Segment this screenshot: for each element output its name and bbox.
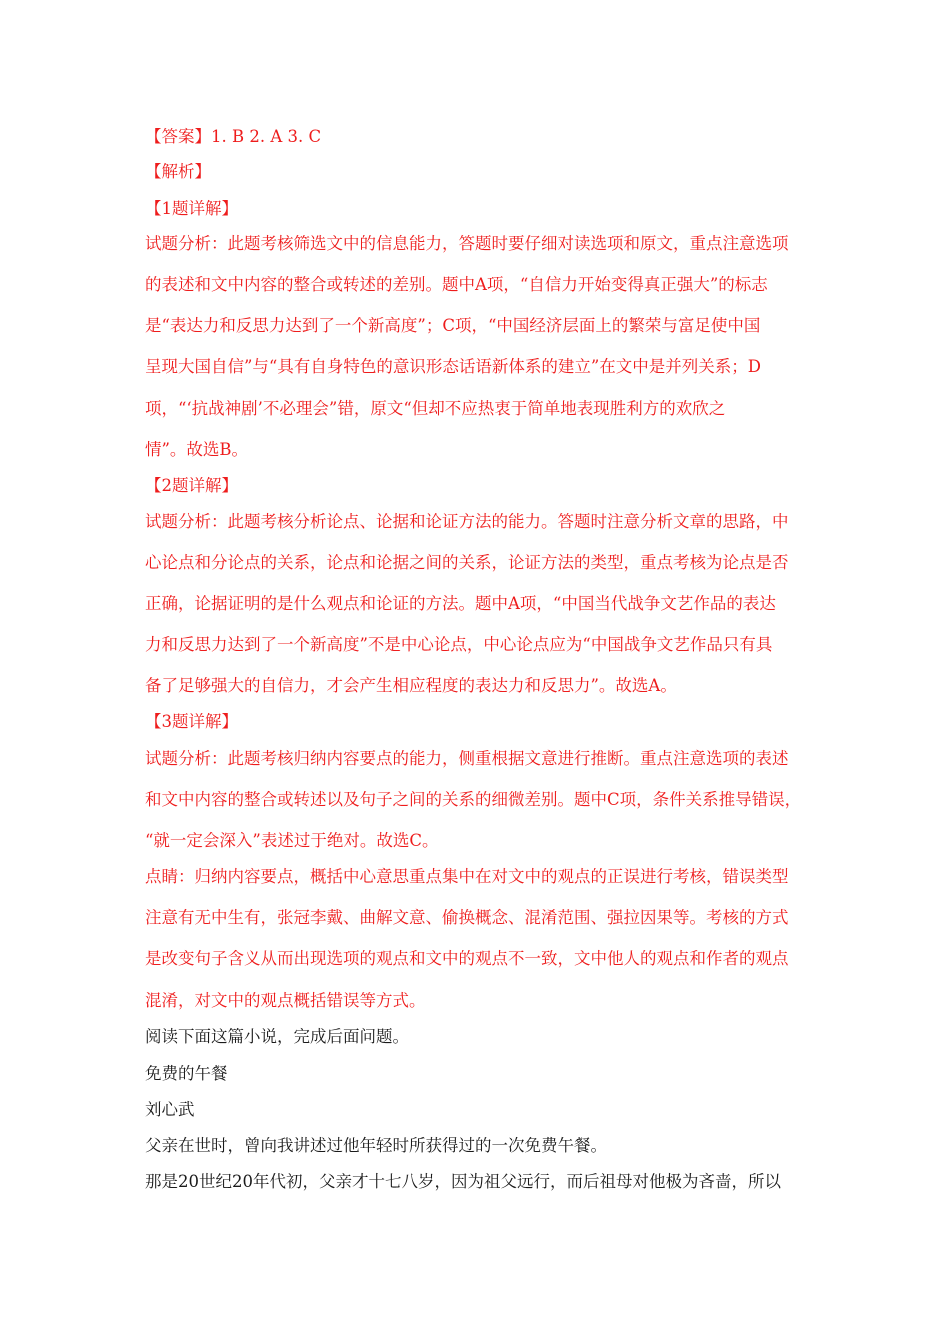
q2-line: 心论点和分论点的关系，论点和论据之间的关系，论证方法的类型，重点考核为论点是否 — [145, 553, 789, 572]
story-paragraph: 父亲在世时，曾向我讲述过他年轻时所获得过的一次免费午餐。 — [145, 1136, 607, 1155]
q1-line: 呈现大国自信”与“具有自身特色的意识形态话语新体系的建立”在文中是并列关系；D — [145, 357, 762, 376]
q2-line: 力和反思力达到了一个新高度”不是中心论点，中心论点应为“中国战争文艺作品只有具 — [145, 635, 773, 654]
q2-line: 试题分析：此题考核分析论点、论据和论证方法的能力。答题时注意分析文章的思路，中 — [145, 512, 789, 531]
answer-header: 【答案】1. B 2. A 3. C — [145, 127, 322, 146]
q1-line: 情”。故选B。 — [145, 440, 249, 459]
q2-line: 正确，论据证明的是什么观点和论证的方法。题中A项，“中国当代战争文艺作品的表达 — [145, 594, 776, 613]
story-paragraph: 那是20世纪20年代初，父亲才十七八岁，因为祖父远行，而后祖母对他极为吝啬，所以 — [145, 1172, 781, 1191]
q1-line: 是“表达力和反思力达到了一个新高度”；C项，“中国经济层面上的繁荣与富足使中国 — [145, 316, 761, 335]
q3-line: “就一定会深入”表述过于绝对。故选C。 — [145, 831, 439, 850]
story-title: 免费的午餐 — [145, 1064, 228, 1083]
q1-line: 试题分析：此题考核筛选文中的信息能力，答题时要仔细对读选项和原文，重点注意选项 — [145, 234, 789, 253]
reading-instruction: 阅读下面这篇小说，完成后面问题。 — [145, 1027, 409, 1046]
tip-line: 是改变句子含义从而出现选项的观点和文中的观点不一致，文中他人的观点和作者的观点 — [145, 949, 789, 968]
story-author: 刘心武 — [145, 1100, 195, 1119]
q1-heading: 【1题详解】 — [145, 199, 238, 218]
q3-heading: 【3题详解】 — [145, 712, 238, 731]
q3-line: 和文中内容的整合或转述以及句子之间的关系的细微差别。题中C项，条件关系推导错误， — [145, 790, 802, 809]
tip-line: 注意有无中生有，张冠李戴、曲解文意、偷换概念、混淆范围、强拉因果等。考核的方式 — [145, 908, 789, 927]
tip-line: 点睛：归纳内容要点，概括中心意思重点集中在对文中的观点的正误进行考核，错误类型 — [145, 867, 789, 886]
q1-line: 的表述和文中内容的整合或转述的差别。题中A项，“自信力开始变得真正强大”的标志 — [145, 275, 768, 294]
q2-heading: 【2题详解】 — [145, 476, 238, 495]
tip-line: 混淆，对文中的观点概括错误等方式。 — [145, 991, 426, 1010]
q1-line: 项，“‘抗战神剧’不必理会”错，原文“但却不应热衷于简单地表现胜利方的欢欣之 — [145, 399, 726, 418]
analysis-header: 【解析】 — [145, 162, 211, 181]
q2-line: 备了足够强大的自信力，才会产生相应程度的表达力和反思力”。故选A。 — [145, 676, 677, 695]
q3-line: 试题分析：此题考核归纳内容要点的能力，侧重根据文意进行推断。重点注意选项的表述 — [145, 749, 789, 768]
